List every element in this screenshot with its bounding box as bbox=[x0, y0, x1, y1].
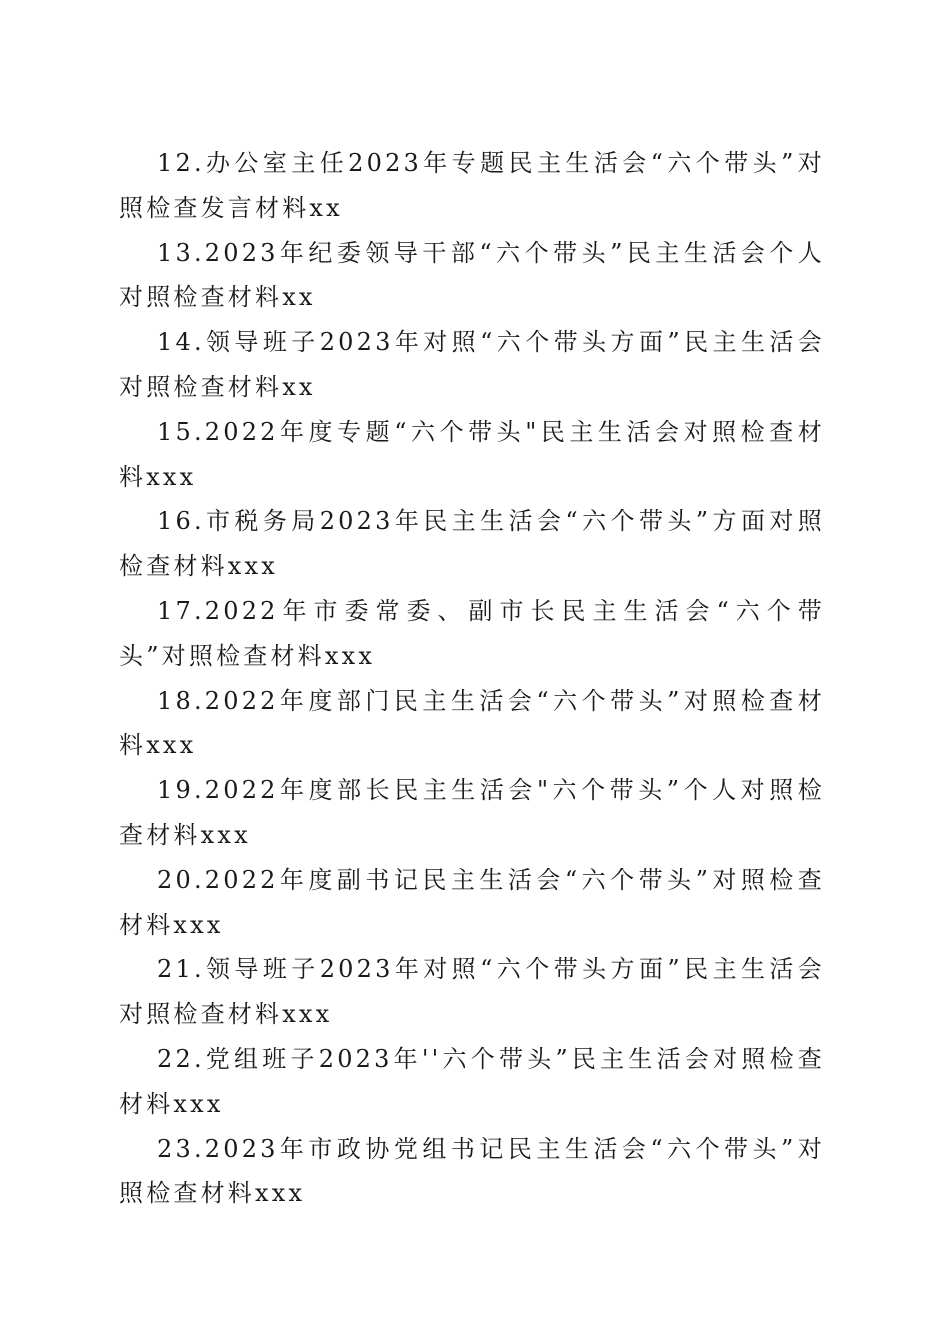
material-list bbox=[119, 141, 825, 1216]
list-item: 16.市税务局2023年民主生活会“六个带头”方面对照检查材料xxx bbox=[119, 507, 825, 581]
list-item: 17.2022年市委常委、副市长民主生活会“六个带头”对照检查材料xxx bbox=[119, 596, 825, 670]
list-item: 22.党组班子2023年''六个带头”民主生活会对照检查材料xxx bbox=[119, 1044, 825, 1118]
list-item: 19.2022年度部长民主生活会"六个带头”个人对照检查材料xxx bbox=[119, 776, 825, 849]
list-item: 12.办公室主任2023年专题民主生活会“六个带头”对照检查发言材料xx bbox=[119, 149, 825, 222]
list-item: 14.领导班子2023年对照“六个带头方面”民主生活会对照检查材料xx bbox=[119, 328, 825, 401]
list-item: 20.2022年度副书记民主生活会“六个带头”对照检查材料xxx bbox=[119, 865, 825, 939]
list-item: 18.2022年度部门民主生活会“六个带头”对照检查材料xxx bbox=[119, 686, 825, 760]
list-item: 15.2022年度专题“六个带头"民主生活会对照检查材料xxx bbox=[119, 417, 825, 491]
list-item: 21.领导班子2023年对照“六个带头方面”民主生活会对照检查材料xxx bbox=[119, 955, 825, 1029]
list-item: 13.2023年纪委领导干部“六个带头”民主生活会个人对照检查材料xx bbox=[119, 238, 825, 312]
list-item: 23.2023年市政协党组书记民主生活会“六个带头”对照检查材料xxx bbox=[119, 1134, 825, 1208]
